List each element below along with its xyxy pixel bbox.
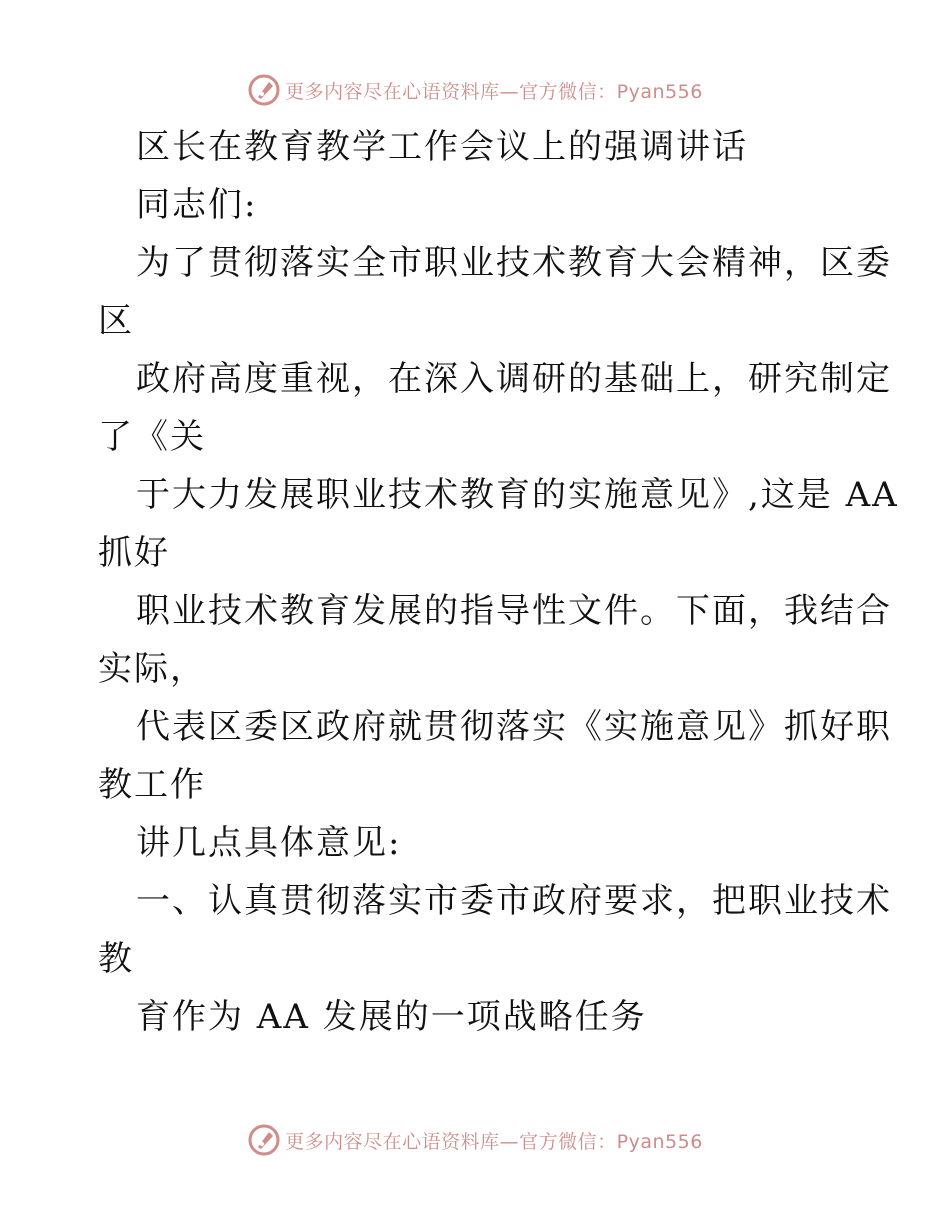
paragraph-line: 教工作 [98,765,206,805]
paragraph-line: 于大力发展职业技术教育的实施意见》,这是 AA [136,475,899,515]
salutation: 同志们: [136,185,258,225]
watermark-banner-top [0,70,950,110]
paragraph-line: 抓好 [98,533,170,573]
section-heading-line: 一、认真贯彻落实市委市政府要求，把职业技术 [136,881,892,921]
section-heading-line: 育作为 AA 发展的一项战略任务 [136,997,647,1037]
section-heading-line: 教 [98,939,134,979]
watermark-text: 更多内容尽在心语资料库—官方微信：Pyan556 [285,80,703,103]
document-body [98,118,899,1046]
paragraph-line: 为了贯彻落实全市职业技术教育大会精神，区委 [136,243,892,283]
paragraph-line: 政府高度重视，在深入调研的基础上，研究制定 [136,359,892,399]
paragraph-line: 代表区委区政府就贯彻落实《实施意见》抓好职 [136,707,892,747]
paragraph-line: 实际， [98,649,206,689]
document-title: 区长在教育教学工作会议上的强调讲话 [136,127,748,167]
watermark-text: 更多内容尽在心语资料库—官方微信：Pyan556 [285,1130,703,1153]
paragraph-line: 讲几点具体意见: [136,823,402,863]
pen-nib-circle-icon [247,73,281,107]
paragraph-line: 区 [98,301,134,341]
paragraph-line: 职业技术教育发展的指导性文件。下面，我结合 [136,591,892,631]
watermark-banner-bottom [0,1120,950,1160]
paragraph-line: 了《关 [98,417,206,457]
pen-nib-circle-icon [247,1123,281,1157]
